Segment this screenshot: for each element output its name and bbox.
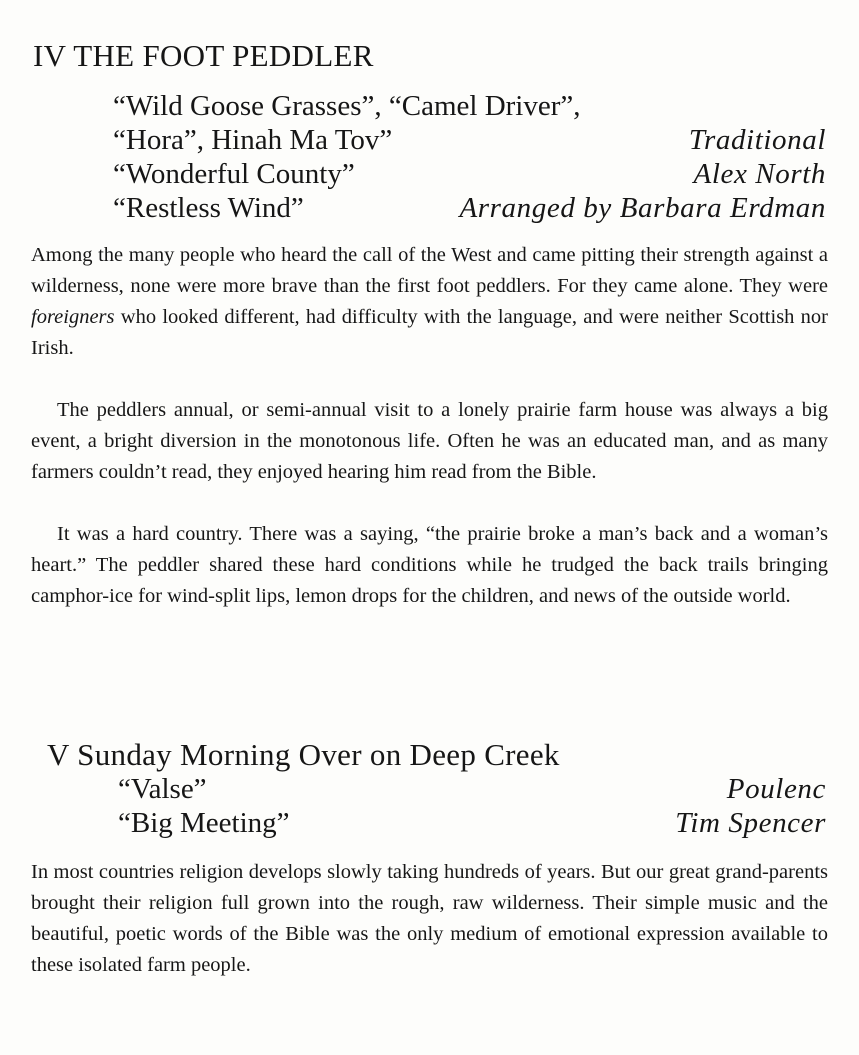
piece-title: “Big Meeting” — [118, 807, 290, 839]
section-4-paragraph: It was a hard country. There was a saying, “the prairie broke a man’s back and a woman’s heart.” The peddler shared these hard conditions while he trudged the back trails bringing camphor-ice for wind-split lips, lemon drops for the children, and news of the outside world. — [31, 523, 828, 607]
section-5-paragraph: In most countries religion develops slowly taking hundreds of years. But our great grand-parents brought their religion full grown into the rough, raw wilderness. Their simple music and the beautiful, poetic words of the Bible was the only medium of emotional expression available to these isolated farm people. — [31, 861, 828, 976]
composer-credit: Alex North — [693, 158, 826, 190]
program-line — [118, 807, 826, 841]
program-line — [113, 124, 826, 158]
paragraph-text: who looked different, had difficulty with the language, and were neither Scottish nor Irish. — [31, 306, 828, 359]
program-line — [113, 158, 826, 192]
composer-credit: Traditional — [688, 124, 826, 156]
program-line — [113, 192, 826, 226]
section-5-heading: V Sunday Morning Over on Deep Creek — [47, 737, 560, 772]
piece-title: “Wild Goose Grasses”, “Camel Driver”, — [113, 90, 581, 122]
piece-title: “Restless Wind” — [113, 192, 304, 224]
program-line — [113, 90, 826, 124]
composer-credit: Tim Spencer — [675, 807, 826, 839]
section-4-heading: IV THE FOOT PEDDLER — [33, 38, 374, 73]
emphasized-word: foreigners — [31, 306, 115, 328]
paragraph-text: Among the many people who heard the call of the West and came pitting their strength against a wilderness, none were more brave than the first foot peddlers. For they came alone. They were — [31, 244, 828, 297]
section-4-paragraph — [31, 240, 828, 364]
composer-credit: Arranged by Barbara Erdman — [459, 192, 826, 224]
program-line — [118, 773, 826, 807]
piece-title: “Valse” — [118, 773, 207, 805]
piece-title: “Wonderful County” — [113, 158, 355, 190]
composer-credit: Poulenc — [726, 773, 826, 805]
section-4-paragraph: The peddlers annual, or semi-annual visit to a lonely prairie farm house was always a big event, a bright diversion in the monotonous life. Often he was an educated man, and as many farmers couldn’t read, they enjoyed hearing him read from the Bible. — [31, 399, 828, 483]
piece-title: “Hora”, Hinah Ma Tov” — [113, 124, 393, 156]
